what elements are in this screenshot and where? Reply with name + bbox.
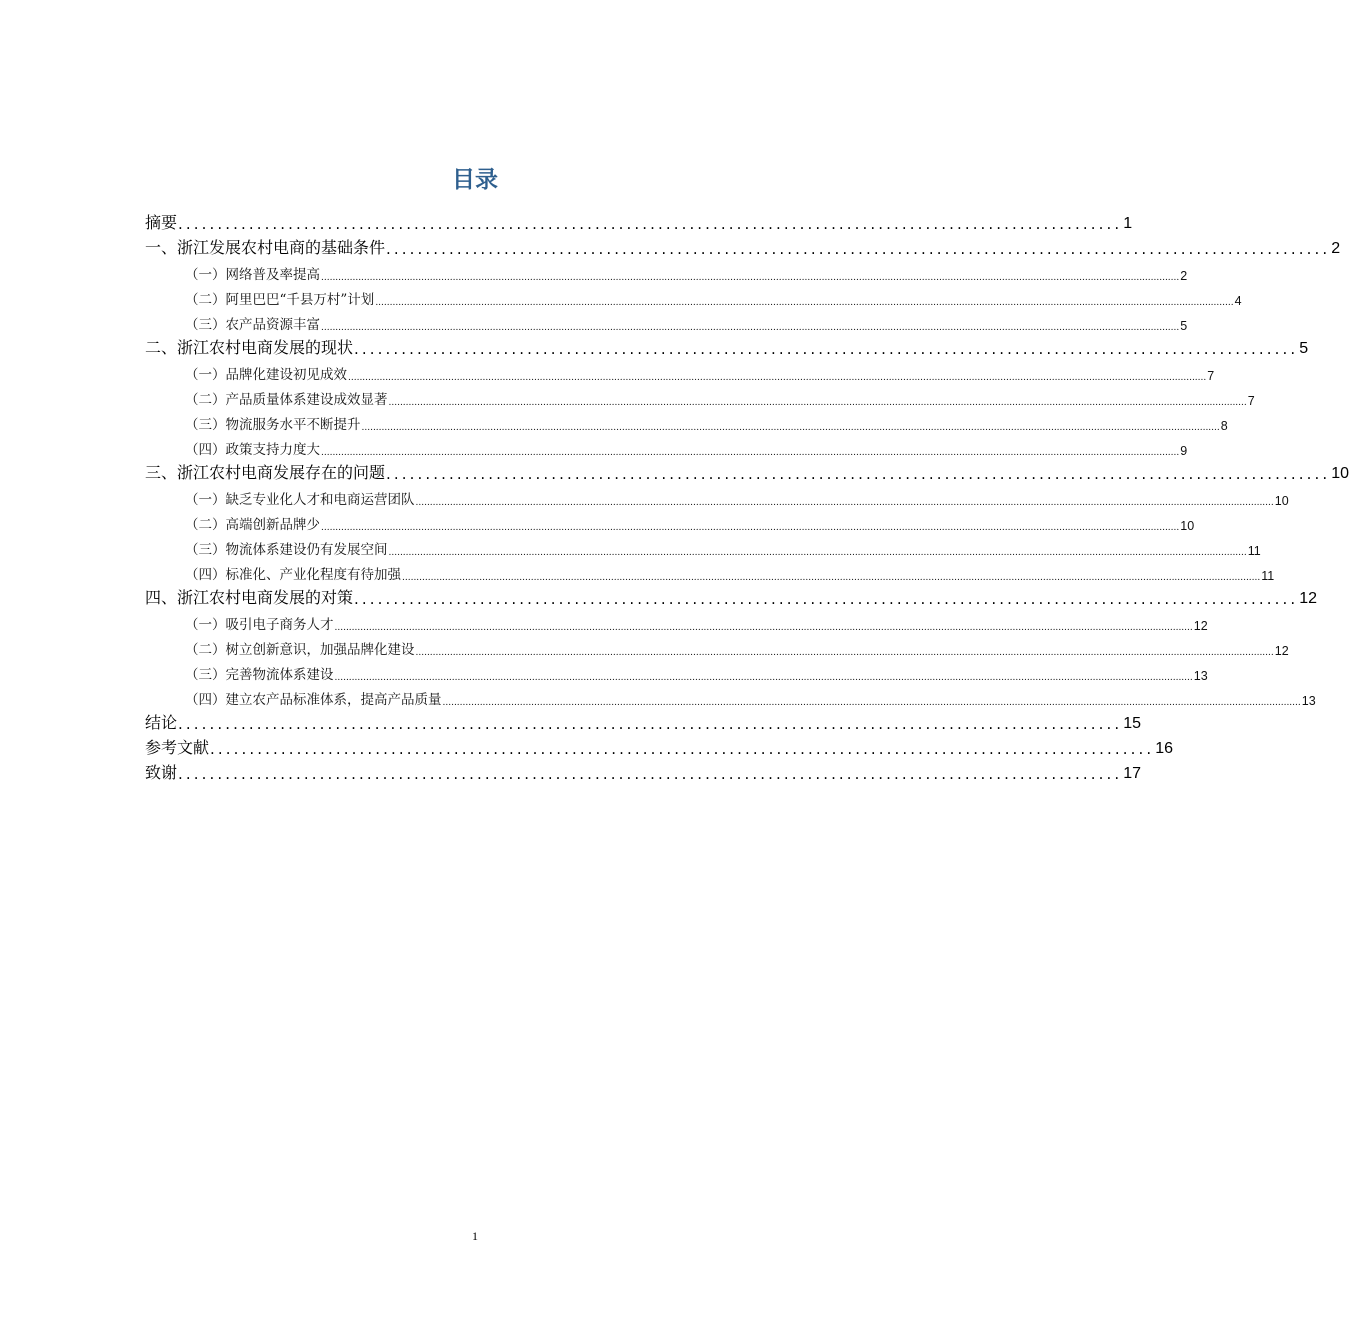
toc-leader-dots: ........................................................................................................................ — [354, 590, 1299, 608]
toc-entry-page-number: 5 — [1180, 319, 1188, 333]
toc-leader-dots: ........................................................................................................................ — [210, 740, 1155, 758]
toc-entry-page-number: 8 — [1220, 419, 1228, 433]
toc-entry-page-number: 15 — [1123, 715, 1141, 732]
toc-entry-subsection[interactable] — [145, 408, 1228, 433]
toc-entry-subsection[interactable] — [145, 308, 1188, 333]
toc-entry-section[interactable] — [145, 583, 1317, 608]
toc-entry-subsection[interactable] — [145, 608, 1208, 633]
toc-entry-page-number: 11 — [1261, 569, 1275, 583]
toc-entry-page-number: 12 — [1274, 644, 1289, 658]
toc-entry-title: （四）标准化、产业化程度有待加强 — [185, 567, 401, 583]
toc-entry-title: （二）产品质量体系建设成效显著 — [185, 392, 388, 408]
toc-entry-title: （一）品牌化建设初见成效 — [185, 367, 347, 383]
toc-entry-page-number: 12 — [1193, 619, 1208, 633]
toc-entry-page-number: 17 — [1123, 765, 1141, 782]
toc-leader-dots: ........................................................................................................................ — [178, 215, 1123, 233]
toc-entry-page-number: 16 — [1155, 740, 1173, 757]
toc-entry-title: 三、浙江农村电商发展存在的问题 — [145, 463, 386, 482]
toc-entry-title: （一）缺乏专业化人才和电商运营团队 — [185, 492, 415, 508]
toc-entry-title: （四）政策支持力度大 — [185, 442, 320, 458]
toc-leader-dots: ............................................................................................................................................................................................................................................................................................................ — [415, 648, 1274, 658]
toc-entry-page-number: 1 — [1123, 215, 1133, 232]
table-of-contents — [145, 208, 1349, 783]
toc-entry-subsection[interactable] — [145, 533, 1261, 558]
toc-entry-title: 二、浙江农村电商发展的现状 — [145, 338, 354, 357]
toc-entry-page-number: 7 — [1247, 394, 1255, 408]
toc-entry-section[interactable] — [145, 233, 1341, 258]
toc-entry-subsection[interactable] — [145, 483, 1289, 508]
toc-entry-page-number: 13 — [1193, 669, 1208, 683]
toc-leader-dots: ........................................................................................................................ — [386, 465, 1331, 483]
toc-leader-dots: ........................................................................................................................ — [178, 765, 1123, 783]
toc-leader-dots: ........................................................................................................................ — [354, 340, 1299, 358]
toc-entry-title: （三）农产品资源丰富 — [185, 317, 320, 333]
toc-leader-dots: ........................................................................................................................ — [386, 240, 1331, 258]
toc-entry-title: 四、浙江农村电商发展的对策 — [145, 588, 354, 607]
toc-leader-dots: ............................................................................................................................................................................................................................................................................................................ — [442, 698, 1301, 708]
toc-leader-dots: ........................................................................................................................ — [178, 715, 1123, 733]
toc-entry-page-number: 2 — [1180, 269, 1188, 283]
toc-entry-title: 一、浙江发展农村电商的基础条件 — [145, 238, 386, 257]
toc-entry-page-number: 12 — [1299, 590, 1317, 607]
toc-leader-dots: ............................................................................................................................................................................................................................................................................................................ — [321, 448, 1180, 458]
toc-leader-dots: ............................................................................................................................................................................................................................................................................................................ — [402, 573, 1261, 583]
toc-entry-title: （四）建立农产品标准体系，提高产品质量 — [185, 692, 442, 708]
footer-page-number: 1 — [472, 1229, 478, 1243]
toc-leader-dots: ............................................................................................................................................................................................................................................................................................................ — [334, 623, 1193, 633]
toc-title: 目录 — [452, 167, 498, 193]
toc-entry-title: （三）完善物流体系建设 — [185, 667, 334, 683]
toc-leader-dots: ............................................................................................................................................................................................................................................................................................................ — [321, 323, 1180, 333]
toc-entry-title: （一）网络普及率提高 — [185, 267, 320, 283]
toc-leader-dots: ............................................................................................................................................................................................................................................................................................................ — [361, 423, 1220, 433]
toc-entry-page-number: 11 — [1247, 544, 1261, 558]
toc-leader-dots: ............................................................................................................................................................................................................................................................................................................ — [388, 548, 1247, 558]
toc-entry-title: （三）物流服务水平不断提升 — [185, 417, 361, 433]
toc-entry-title: （二）树立创新意识，加强品牌化建设 — [185, 642, 415, 658]
toc-leader-dots: ............................................................................................................................................................................................................................................................................................................ — [415, 498, 1274, 508]
toc-entry-subsection[interactable] — [145, 383, 1255, 408]
toc-leader-dots: ............................................................................................................................................................................................................................................................................................................ — [348, 373, 1207, 383]
toc-entry-subsection[interactable] — [145, 658, 1208, 683]
toc-entry-title: （二）阿里巴巴“千县万村”计划 — [185, 292, 375, 308]
toc-entry-section[interactable] — [145, 708, 1141, 733]
toc-entry-subsection[interactable] — [145, 633, 1289, 658]
toc-entry-title: 结论 — [145, 713, 178, 732]
toc-entry-title: （三）物流体系建设仍有发展空间 — [185, 542, 388, 558]
toc-entry-subsection[interactable] — [145, 433, 1188, 458]
toc-entry-page-number: 4 — [1234, 294, 1242, 308]
toc-entry-page-number: 9 — [1180, 444, 1188, 458]
toc-entry-subsection[interactable] — [145, 258, 1188, 283]
toc-entry-subsection[interactable] — [145, 358, 1215, 383]
toc-entry-page-number: 7 — [1207, 369, 1215, 383]
toc-entry-page-number: 10 — [1331, 465, 1349, 482]
toc-entry-subsection[interactable] — [145, 558, 1275, 583]
toc-leader-dots: ............................................................................................................................................................................................................................................................................................................ — [388, 398, 1247, 408]
toc-leader-dots: ............................................................................................................................................................................................................................................................................................................ — [375, 298, 1234, 308]
toc-entry-title: （二）高端创新品牌少 — [185, 517, 320, 533]
toc-entry-title: 摘要 — [145, 213, 178, 232]
toc-leader-dots: ............................................................................................................................................................................................................................................................................................................ — [334, 673, 1193, 683]
toc-entry-title: 致谢 — [145, 763, 178, 782]
toc-leader-dots: ............................................................................................................................................................................................................................................................................................................ — [321, 523, 1180, 533]
toc-entry-section[interactable] — [145, 758, 1141, 783]
toc-entry-section[interactable] — [145, 458, 1349, 483]
toc-entry-title: 参考文献 — [145, 738, 210, 757]
toc-entry-page-number: 5 — [1299, 340, 1309, 357]
toc-entry-page-number: 10 — [1274, 494, 1289, 508]
toc-entry-title: （一）吸引电子商务人才 — [185, 617, 334, 633]
toc-entry-page-number: 2 — [1331, 240, 1341, 257]
toc-leader-dots: ............................................................................................................................................................................................................................................................................................................ — [321, 273, 1180, 283]
toc-entry-subsection[interactable] — [145, 508, 1195, 533]
toc-entry-page-number: 13 — [1301, 694, 1316, 708]
toc-entry-subsection[interactable] — [145, 683, 1316, 708]
toc-entry-section[interactable] — [145, 208, 1133, 233]
toc-entry-section[interactable] — [145, 733, 1173, 758]
toc-entry-section[interactable] — [145, 333, 1309, 358]
toc-entry-page-number: 10 — [1180, 519, 1195, 533]
toc-entry-subsection[interactable] — [145, 283, 1242, 308]
